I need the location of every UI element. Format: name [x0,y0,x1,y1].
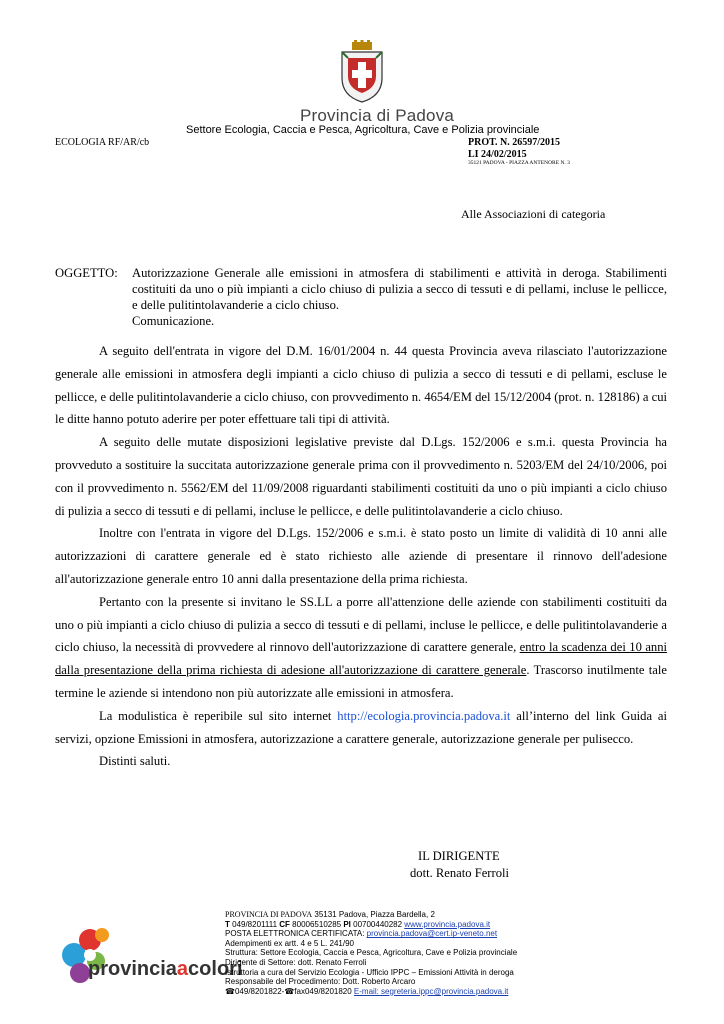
footer-line-5: Struttura: Settore Ecologia, Caccia e Pesca, Agricoltura, Cave e Polizia provinciale [225,948,518,958]
paragraph-4-end: . Trascorso inutilmente tale termine le aziende si intendono non più autorizzate alle emissioni in atmosfera. [55,663,667,700]
logo-text-provincia: provincia [88,958,177,980]
recipient: Alle Associazioni di categoria [461,207,606,221]
footer-phone: 049/8201111 [229,919,280,929]
footer-line-6: Dirigente di Settore: dott. Renato Ferroli [225,957,367,967]
footer-phone-fax: ☎049/8201822-☎fax049/8201820 [225,986,354,996]
footer-pi: 00700440282 [350,919,405,929]
subject-block [55,265,667,329]
sector-name: Settore Ecologia, Caccia e Pesca, Agricoltura, Cave e Polizia provinciale [186,124,540,136]
footer-pi-label: PI [343,919,351,929]
logo-text-colori: a [176,958,189,980]
footer-contact [225,910,517,996]
paragraph-3: Inoltre con l'entrata in vigore del D.Lgs. 152/2006 e s.m.i. è stato posto un limite di validità di 10 anni alle autorizzazioni di carattere generale ed è stato richiesto alle aziende di presentare il rinnovo dell'adesione all'autorizzazione generale entro 10 anni dalla presentazione della prima richiesta. [55,526,667,586]
provincia-crest-logo [338,40,386,104]
footer-cf-label: CF [279,919,290,929]
paragraph-5 [55,705,667,751]
footer-line-8: Responsabile del Procedimento: Dott. Roberto Arcaro [225,977,416,987]
footer-line-9 [225,987,517,997]
footer-pec-link[interactable]: provincia.padova@cert.ip-veneto.net [366,929,498,939]
footer-phone-label: T [225,919,230,929]
signature-name: dott. Renato Ferroli [410,866,509,880]
ecologia-website-link[interactable]: http://ecologia.provincia.padova.it [337,708,511,723]
footer-email-link[interactable]: E-mail: segreteria.ippc@provincia.padova.it [353,986,509,996]
subject-main: Autorizzazione Generale alle emissioni in atmosfera di stabilimenti e attività in deroga. Stabilimenti costituiti da uno o più impianti a ciclo chiuso di pulizia a secco di tessuti e di pellami, incluse le pellicce, e delle pulitintolavanderie a ciclo chiuso. [132,266,667,312]
reference-code: ECOLOGIA RF/AR/cb [55,137,150,148]
logo-wordmark [88,958,243,981]
deadline-underlined: entro la scadenza dei 10 anni dalla presentazione della prima richiesta di adesione all'autorizzazione di carattere generale [55,640,668,678]
footer-cf: 80006510285 [289,919,344,929]
paragraph-4 [55,591,667,705]
paragraph-2: A seguito delle mutate disposizioni legislative previste dal D.Lgs. 152/2006 e s.m.i. questa Provincia ha provveduto a sostituire la succitata autorizzazione generale prima con il provvedimento n. 5203/EM del 24/10/2006, poi con il provvedimento n. 5562/EM del 11/09/2008 riguardanti stabilimenti costituiti da uno o più impianti a ciclo chiuso di pulizia a secco di tessuti e di pellami, incluse le pellicce, e delle pulitintolavanderie a ciclo chiuso. [55,435,667,518]
footer-org: PROVINCIA DI PADOVA [225,910,313,919]
logo-text-colori-word: colori [188,958,243,980]
footer-line-4: Adempimenti ex artt. 4 e 5 L. 241/90 [225,938,354,948]
protocol-block [468,137,560,161]
paragraph-4-start: Pertanto con la presente si invitano le SS.LL a porre all'attenzione delle aziende con stabilimenti costituiti da uno o più impianti a ciclo chiuso di pulizia a secco di tessuti e di pellami, incluse le pellicce, e delle pulitintolavanderie a ciclo chiuso, la necessità di provvedere al rinnovo dell'autorizzazione di carattere generale, [55,594,667,655]
footer-line-3 [225,929,517,939]
paragraph-1: A seguito dell'entrata in vigore del D.M. 16/01/2004 n. 44 questa Provincia aveva rilasciato l'autorizzazione generale alle emissioni in atmosfera degli impianti a ciclo chiuso di pulizia a secco di tessuti e di pellami, escluse le pellicce, e delle pulitintolavanderie a ciclo chiuso, con provvedimento n. 4654/EM del 15/12/2004 (prot. n. 128186) a cui le ditte hanno potuto aderire per poter effettuare tali tipi di attività. [55,344,667,427]
footer-line-7: Istruttoria a cura del Servizio Ecologia - Ufficio IPPC – Emissioni Attività in deroga [225,967,514,977]
paragraph-5-end: all’interno del link Guida ai servizi, opzione Emissioni in atmosfera, autorizzazione a carattere generale, autorizzazione generale per pulisecco. [55,708,667,746]
footer-pec-label: POSTA ELETTRONICA CERTIFICATA: [225,929,367,939]
footer-line-1 [225,910,517,920]
paragraph-5-start: La modulistica è reperibile sul sito internet [99,708,338,723]
subject-text [132,265,667,329]
subject-line2: Comunicazione. [132,314,215,328]
header-address: 35121 PADOVA - PIAZZA ANTENORE N. 3 [468,160,570,166]
org-name: Provincia di Padova [300,106,455,125]
closing-greeting: Distinti saluti. [99,754,171,769]
footer-address: 35131 Padova, Piazza Bardella, 2 [312,910,435,919]
subject-label: OGGETTO: [55,266,118,280]
footer-website-link[interactable]: www.provincia.padova.it [404,919,491,929]
signature-block [410,848,509,882]
letter-body [55,340,667,773]
footer-line-2 [225,920,517,930]
protocol-number: PROT. N. 26597/2015 [468,137,561,148]
document-date: LI 24/02/2015 [468,149,527,160]
signature-title: IL DIRIGENTE [418,849,500,863]
